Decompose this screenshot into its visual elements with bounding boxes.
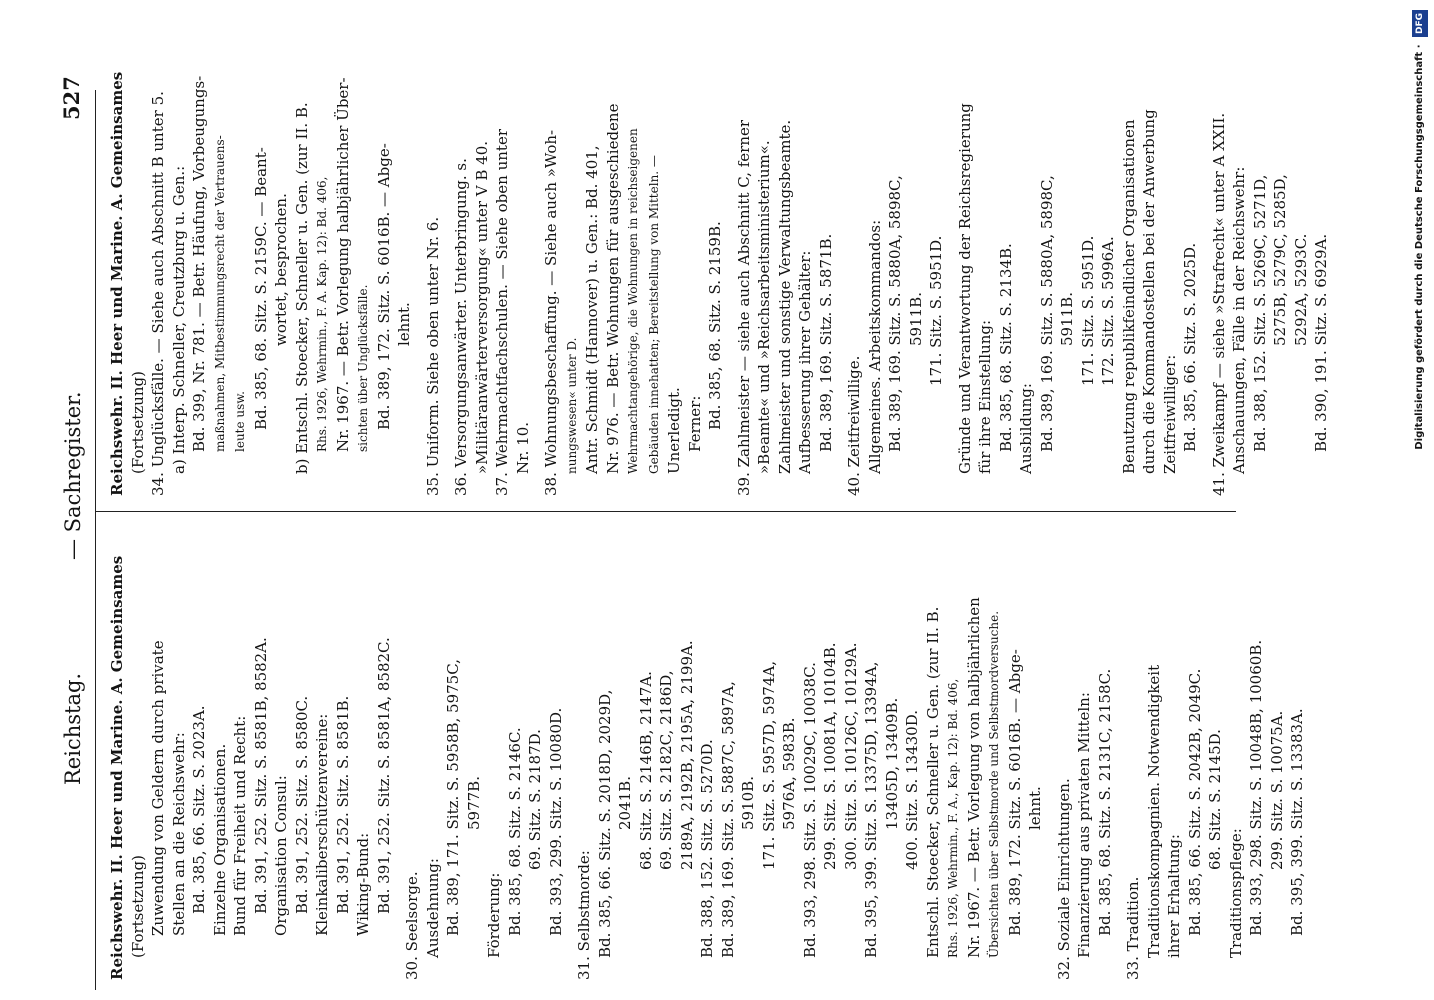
right-column (107, 56, 1332, 496)
index-line: Bd. 389, 169. Sitz. S. 5880A, 5898C, (1037, 175, 1056, 452)
index-line (1046, 540, 1054, 980)
index-line (726, 56, 734, 496)
header-rule (95, 90, 96, 990)
index-line: 13405D, 13409B. (882, 697, 901, 830)
index-line: 33. Tradition. (1124, 876, 1142, 980)
index-line: Nr. 10. (513, 421, 532, 474)
index-line: 300. Sitz. S. 10126C, 10129A. (841, 642, 860, 870)
index-line: Organisation Consul: (272, 775, 290, 936)
index-line: Unerledigt. (665, 387, 683, 474)
index-line: 68. Sitz. S. 2145D. (1206, 729, 1224, 870)
index-line: Nr. 1967. — Betr. Vorlegung halbjährlicher Über- (333, 77, 352, 452)
index-line (394, 540, 402, 980)
index-line: Bd. 391, 252. Sitz. S. 8581A, 8582C. (374, 637, 393, 914)
index-line: 5976A, 5983B. (780, 717, 798, 830)
index-line: Rhs. 1926, Wehrmin., F. A., Kap. 12): Bd. 406, (946, 678, 960, 958)
dfg-logo: DFG (1412, 10, 1428, 37)
index-line: 172. Sitz. S. 5996A. (1099, 236, 1117, 386)
index-line: ihrer Erhaltung: (1165, 834, 1183, 958)
index-line: wortet, besprochen. (272, 193, 290, 346)
index-line: Bd. 389, 172. Sitz. S. 6016B. — Abge- (374, 143, 393, 430)
index-line: Bd. 390, 191. Sitz. S. 6929A. (1312, 233, 1330, 452)
index-line: 69. Sitz. S. 2182C, 2186D, (657, 670, 675, 870)
index-line: Bd. 385, 66. Sitz. S. 2023A. (190, 705, 208, 914)
index-line: Bd. 393, 298. Sitz. S. 10029C, 10038C. (800, 662, 819, 958)
index-line: Bd. 389, 169. Sitz. S. 5871B. (816, 233, 835, 452)
index-line: Antr. Schmidt (Hannover) u. Gen.: Bd. 401, (583, 145, 601, 474)
index-line: 5911B. (1058, 292, 1076, 346)
index-line: 34. Unglücksfälle. — Siehe auch Abschnitt B unter 5. (149, 91, 167, 496)
index-line (443, 56, 451, 496)
index-line: durch die Kommandostellen bei der Anwerbung (1140, 109, 1158, 474)
index-line: Bd. 388, 152. Sitz. S. 5270D. (698, 739, 716, 958)
index-line: Bd. 385, 66. Sitz. S. 2042B, 2049C. (1185, 668, 1204, 936)
index-line: 30. Seelsorge. (403, 871, 421, 980)
header-center: — Sachregister. (61, 391, 85, 560)
index-line: b) Entschl. Stoecker, Schneller u. Gen. (zur II. B. (292, 102, 311, 474)
index-line: Wehrmachtangehörige, die Wohnungen in reichseigenen (626, 128, 640, 474)
index-line: Bd. 391, 252. Sitz. S. 8580C. (292, 695, 311, 914)
index-line (836, 56, 844, 496)
index-line: Bd. 391, 252. Sitz. S. 8581B. (333, 695, 352, 914)
index-line (566, 540, 574, 980)
index-line: Traditionspflege: (1226, 828, 1245, 958)
index-line: »Militäranwärterversorgung« unter V B 40. (472, 140, 491, 474)
left-column (107, 540, 1308, 980)
index-line: Stellen an die Reichswehr: (169, 732, 188, 936)
index-line: Gründe und Verantwortung der Reichsregierung (955, 103, 974, 474)
index-line: Nr. 1967. — Betr. Vorlegung von halbjährlichen (964, 597, 983, 958)
index-line: Entschl. Stoecker, Schneller u. Gen. (zur II. B. (923, 606, 942, 958)
index-line (415, 56, 423, 496)
index-line: Zuwendung von Geldern durch private (149, 640, 167, 936)
index-line: Bd. 385, 68. Sitz. S. 2146C. (505, 727, 524, 936)
index-line: 32. Soziale Einrichtungen. (1054, 778, 1073, 980)
index-line: Gebäuden innehatten; Bereitstellung von Mitteln. — (646, 155, 661, 474)
index-line (1115, 540, 1123, 980)
index-line: Bd. 385, 68. Sitz. S. 2159C. — Beant- (251, 147, 270, 430)
index-line: 5911B. (906, 292, 925, 346)
index-line: 38. Wohnungsbeschaffung. — Siehe auch »Woh- (542, 129, 560, 496)
index-line: Bd. 389, 169. Sitz. S. 5880A, 5898C, (886, 175, 904, 452)
page-header (55, 76, 91, 990)
index-line: (Fortsetzung) (128, 371, 147, 474)
index-line: Allgemeines. Arbeitskommandos: (865, 219, 884, 474)
index-line: 39. Zahlmeister — siehe auch Abschnitt C, ferner (734, 119, 753, 496)
index-line: Kleinkaliberschützenvereine: (313, 713, 331, 936)
index-line: a) Interp. Schneller, Creutzburg u. Gen.: (169, 165, 188, 474)
index-line: 37. Wehrmachtfachschulen. — Siehe oben unter (493, 129, 511, 496)
index-line: 5977B. (464, 776, 483, 830)
index-line: für ihre Einstellung: (976, 319, 994, 474)
index-line: Bd. 395, 399. Sitz. S. 13375D, 13394A, (862, 661, 880, 958)
index-line: Benutzung republikfeindlicher Organisationen (1119, 119, 1138, 474)
index-line: (Fortsetzung) (128, 855, 147, 958)
index-line: 299. Sitz. S. 10081A, 10104B. (821, 642, 839, 870)
index-line: Bd. 389, 169. Sitz. S. 5887C, 5897A, (718, 681, 737, 958)
index-line: Nr. 976. — Betr. Wohnungen für ausgeschiedene (603, 103, 622, 474)
index-line: Ausdehnung: (423, 858, 442, 958)
index-line: 400. Sitz. S. 13430D. (903, 710, 921, 870)
index-line: Übersichten über Selbstmorde und Selbstmordversuche. (987, 610, 1001, 958)
index-line: 69. Sitz. S. 2187D. (526, 729, 544, 870)
index-line: Bd. 388, 152. Sitz. S. 5269C, 5271D, (1250, 174, 1269, 452)
index-line: leute usw. (233, 391, 247, 452)
page-number: 527 (59, 76, 84, 120)
column-divider (96, 511, 1236, 512)
index-line: 2189A, 2192B, 2195A, 2199A. (677, 640, 696, 870)
index-line: Einzelne Organisationen. (210, 743, 229, 936)
index-line: »Beamte« und »Reichsarbeitsministerium«. (755, 140, 773, 474)
index-line: 171. Sitz. S. 5951D. (1078, 235, 1097, 386)
index-line: 35. Uniform. Siehe oben unter Nr. 6. (423, 216, 442, 496)
index-line: Bd. 385, 68. Sitz. S. 2131C, 2158C. (1095, 668, 1114, 936)
index-line: 299. Sitz. S. 10075A. (1267, 710, 1286, 870)
index-line: 5910B. (739, 776, 757, 830)
index-line: 171. Sitz. S. 5957D, 5974A, (759, 661, 778, 870)
index-line: Zahlmeister und sonstige Verwaltungsbeamte. (775, 119, 794, 474)
index-line: Anschauungen, Fälle in der Reichswehr: (1230, 166, 1248, 474)
index-line: maßnahmen, Mitbestimmungsrecht der Vertrauens- (212, 135, 227, 452)
index-line: Ferner: (685, 395, 704, 452)
index-line: Traditionskompagnien. Notwendigkeit (1144, 664, 1163, 958)
index-line: lehnt. (395, 302, 413, 346)
index-line: Reichswehr. II. Heer und Marine. A. Gemeinsames (108, 555, 126, 980)
index-line: 41. Zweikampf — siehe »Strafrecht« unter A XXII. (1209, 112, 1228, 496)
index-line: lehnt. (1026, 786, 1044, 830)
funding-note (1412, 10, 1428, 990)
index-line: 2041B. (616, 776, 634, 830)
index-line: 5275B, 5279C, 5285D, (1271, 174, 1289, 346)
index-line: Wiking-Bund: (354, 832, 372, 936)
index-line: Bund für Freiheit und Recht: (231, 715, 249, 936)
index-line: 68. Sitz. S. 2146B, 2147A. (636, 671, 655, 870)
index-line: Förderung: (485, 872, 503, 958)
index-line: Bd. 395, 399. Sitz. S. 13383A. (1288, 708, 1306, 936)
index-line: Bd. 385, 66. Sitz. S. 2018D, 2029D, (595, 689, 614, 958)
index-line: Ausbildung: (1017, 383, 1035, 474)
index-line: 36. Versorgungsanwärter. Unterbringung. s. (452, 158, 470, 496)
index-line: Bd. 389, 171. Sitz. S. 5958B, 5975C, (444, 659, 462, 936)
index-line: Bd. 385, 68. Sitz. S. 2159B. (706, 221, 724, 430)
index-line: nungswesen« unter D. (564, 337, 579, 474)
index-line: Aufbesserung ihrer Gehälter: (796, 250, 814, 474)
index-line: Rhs. 1926, Wehrmin., F. A. Kap. 12): Bd. 406, (315, 176, 329, 452)
index-line: Bd. 385, 66. Sitz. S. 2025D. (1181, 242, 1199, 452)
index-line: Bd. 399, Nr. 781. — Betr. Häufung, Vorbeugungs- (190, 75, 208, 452)
index-line: Finanzierung aus privaten Mitteln: (1075, 692, 1093, 958)
header-left: Reichstag. (61, 672, 85, 785)
index-line: 40. Zeitfreiwillige. (845, 355, 863, 496)
index-line: 31. Selbstmorde: (575, 850, 593, 980)
index-line: 171. Sitz. S. 5951D. (927, 235, 945, 386)
index-line: Bd. 389, 172. Sitz. S. 6016B. — Abge- (1005, 649, 1024, 936)
index-line (1201, 56, 1209, 496)
index-line: Bd. 385, 68. Sitz. S. 2134B. (996, 243, 1015, 452)
index-line: sichten über Unglücksfälle. (356, 284, 370, 452)
rotated-page-content (55, 71, 1355, 990)
funding-note-text: Digitalisierung gefördert durch die Deutsche Forschungsgemeinschaft · (1414, 44, 1425, 450)
index-line: Bd. 393, 299. Sitz. S. 10080D. (546, 707, 565, 936)
index-line: Reichswehr. II. Heer und Marine. A. Gemeinsames (108, 71, 126, 496)
index-line: Bd. 393, 298. Sitz. S. 10048B, 10060B. (1247, 639, 1265, 936)
index-line: Zeitfreiwilliger: (1160, 354, 1179, 474)
index-line (947, 56, 955, 496)
index-line: 5292A, 5293C. (1291, 233, 1310, 346)
index-line (533, 56, 541, 496)
index-line: Bd. 391, 252. Sitz. S. 8581B, 8582A. (251, 637, 270, 914)
